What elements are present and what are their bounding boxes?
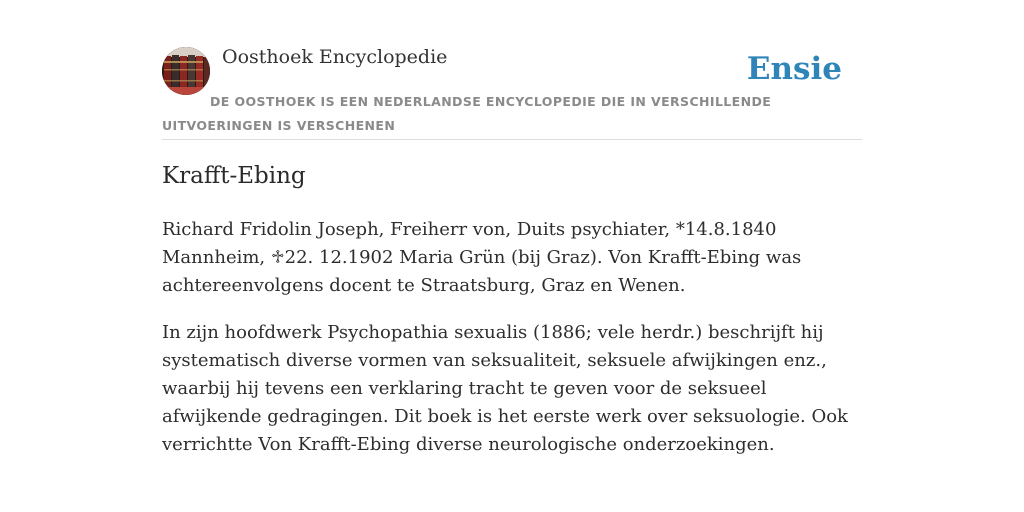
source-description: DE OOSTHOEK IS EEN NEDERLANDSE ENCYCLOPEDIE DIE IN VERSCHILLENDE UITVOERINGEN IS VERSCHENEN [162,94,772,133]
brand-logo[interactable]: Ensie [746,51,842,87]
header-divider [162,139,862,140]
source-title[interactable]: Oosthoek Encyclopedie [222,46,448,68]
article-paragraph: Richard Fridolin Joseph, Freiherr von, Duits psychiater, *14.8.1840 Mannheim, ♱22. 12.1902 Maria Grün (bij Graz). Von Krafft-Ebing was achtereenvolgens docent te Straatsburg, Graz en Wenen. [162,219,802,296]
article-title: Krafft-Ebing [162,163,306,189]
encyclopedia-books-icon[interactable] [162,47,210,95]
article-paragraph: In zijn hoofdwerk Psychopathia sexualis (1886; vele herdr.) beschrijft hij systematisch diverse vormen van seksualiteit, seksuele afwijkingen enz., waarbij hij tevens een verklaring tracht te geven voor de seksueel afwijkende gedragingen. Dit boek is het eerste werk over seksuologie. Ook verrichtte Von Krafft-Ebing diverse neurologische onderzoekingen. [162,322,848,455]
article-body [162,216,862,478]
